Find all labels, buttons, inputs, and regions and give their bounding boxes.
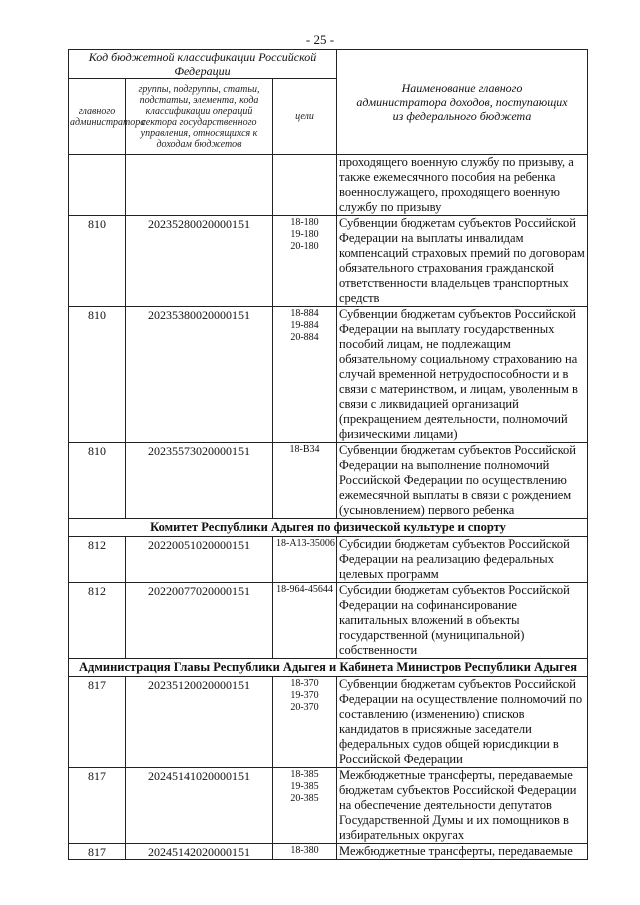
section-header-row — [69, 519, 588, 537]
admin-code-cell: 817 — [69, 844, 126, 860]
admin-code-cell: 810 — [69, 443, 126, 519]
administrator-name-cell: Субвенции бюджетам субъектов Российской Федерации на выплаты инвалидам компенсаций страховых премий по договорам обязательного страхования гражданской ответственности владельцев транспортных средств — [337, 216, 588, 307]
groups-column-header: группы, подгруппы, статьи, подстатьи, элемента, кода классификации операций сектора государственного управления, относящихся к доходам бюджетов — [126, 79, 273, 155]
admin-code-cell: 817 — [69, 677, 126, 768]
target-code: 20-385 — [290, 793, 319, 804]
classification-code-cell: 20235120020000151 — [126, 677, 273, 768]
budget-classification-table — [68, 49, 588, 860]
table-row — [69, 768, 588, 844]
admin-code-cell: 810 — [69, 307, 126, 443]
code-group-header: Код бюджетной классификации Российской Федерации — [69, 50, 337, 79]
target-code: 19-884 — [290, 320, 319, 331]
admin-code-cell: 817 — [69, 768, 126, 844]
admin-code-cell: 810 — [69, 216, 126, 307]
target-cell — [273, 307, 337, 443]
target-code: 18-370 — [290, 678, 319, 689]
page-number: - 25 - — [305, 32, 335, 47]
table-row — [69, 844, 588, 860]
administrator-name-cell: Субсидии бюджетам субъектов Российской Федерации на софинансирование капитальных вложений в объекты государственной (муниципальной) собственности — [337, 583, 588, 659]
section-header-row — [69, 659, 588, 677]
table-row — [69, 677, 588, 768]
target-code: 18-380 — [290, 845, 319, 856]
classification-code-cell: 20220077020000151 — [126, 583, 273, 659]
target-cell — [273, 677, 337, 768]
administrator-name-cell: проходящего военную службу по призыву, а также ежемесячного пособия на ребенка военнослужащего, проходящего военную службу по призыву — [337, 155, 588, 216]
target-cell — [273, 583, 337, 659]
target-cell — [273, 537, 337, 583]
target-code: 19-385 — [290, 781, 319, 792]
target-code: 18-В34 — [289, 444, 320, 455]
administrator-name-cell: Субвенции бюджетам субъектов Российской Федерации на осуществление полномочий по составлению (изменению) списков кандидатов в присяжные заседатели федеральных судов общей юрисдикции в Российской Федерации — [337, 677, 588, 768]
admin-column-header: главного администратора — [69, 79, 126, 155]
table-row — [69, 155, 588, 216]
section-title: Администрация Главы Республики Адыгея и Кабинета Министров Республики Адыгея — [69, 659, 588, 677]
administrator-name-cell: Межбюджетные трансферты, передаваемые бюджетам субъектов Российской Федерации на обеспечение деятельности депутатов Государственной Думы и их помощников в избирательных округах — [337, 768, 588, 844]
name-column-header: Наименование главного администратора доходов, поступающих из федерального бюджета — [337, 50, 588, 155]
administrator-name-cell: Субсидии бюджетам субъектов Российской Федерации на реализацию федеральных целевых программ — [337, 537, 588, 583]
administrator-name-cell: Субвенции бюджетам субъектов Российской Федерации на выполнение полномочий Российской Федерации по осуществлению ежемесячной выплаты в связи с рождением (усыновлением) первого ребенка — [337, 443, 588, 519]
target-code: 18-964-45644 — [276, 584, 333, 595]
classification-code-cell: 20245141020000151 — [126, 768, 273, 844]
classification-code-cell: 20220051020000151 — [126, 537, 273, 583]
table-row — [69, 443, 588, 519]
target-code: 18-А13-35006 — [276, 538, 335, 549]
target-code: 20-884 — [290, 332, 319, 343]
target-cell — [273, 216, 337, 307]
classification-code-cell: 20235380020000151 — [126, 307, 273, 443]
target-cell — [273, 155, 337, 216]
target-column-header: цели — [273, 79, 337, 155]
table-body — [69, 155, 588, 860]
target-code: 19-370 — [290, 690, 319, 701]
admin-code-cell — [69, 155, 126, 216]
target-code: 20-180 — [290, 241, 319, 252]
table-row — [69, 537, 588, 583]
target-code: 19-180 — [290, 229, 319, 240]
target-code: 18-180 — [290, 217, 319, 228]
table-row — [69, 583, 588, 659]
target-cell — [273, 443, 337, 519]
table-row — [69, 216, 588, 307]
classification-code-cell: 20245142020000151 — [126, 844, 273, 860]
target-code: 20-370 — [290, 702, 319, 713]
admin-code-cell: 812 — [69, 583, 126, 659]
target-code: 18-884 — [290, 308, 319, 319]
administrator-name-cell: Субвенции бюджетам субъектов Российской Федерации на выплату государственных пособий лицам, не подлежащим обязательному социальному страхованию на случай временной нетрудоспособности и в связи с материнством, и лицам, уволенным в связи с ликвидацией организаций (прекращением деятельности, полномочий физическими лицами) — [337, 307, 588, 443]
target-cell — [273, 844, 337, 860]
classification-code-cell: 20235573020000151 — [126, 443, 273, 519]
section-title: Комитет Республики Адыгея по физической культуре и спорту — [69, 519, 588, 537]
administrator-name-cell: Межбюджетные трансферты, передаваемые — [337, 844, 588, 860]
target-code: 18-385 — [290, 769, 319, 780]
classification-code-cell: 20235280020000151 — [126, 216, 273, 307]
classification-code-cell — [126, 155, 273, 216]
target-cell — [273, 768, 337, 844]
admin-code-cell: 812 — [69, 537, 126, 583]
table-row — [69, 307, 588, 443]
